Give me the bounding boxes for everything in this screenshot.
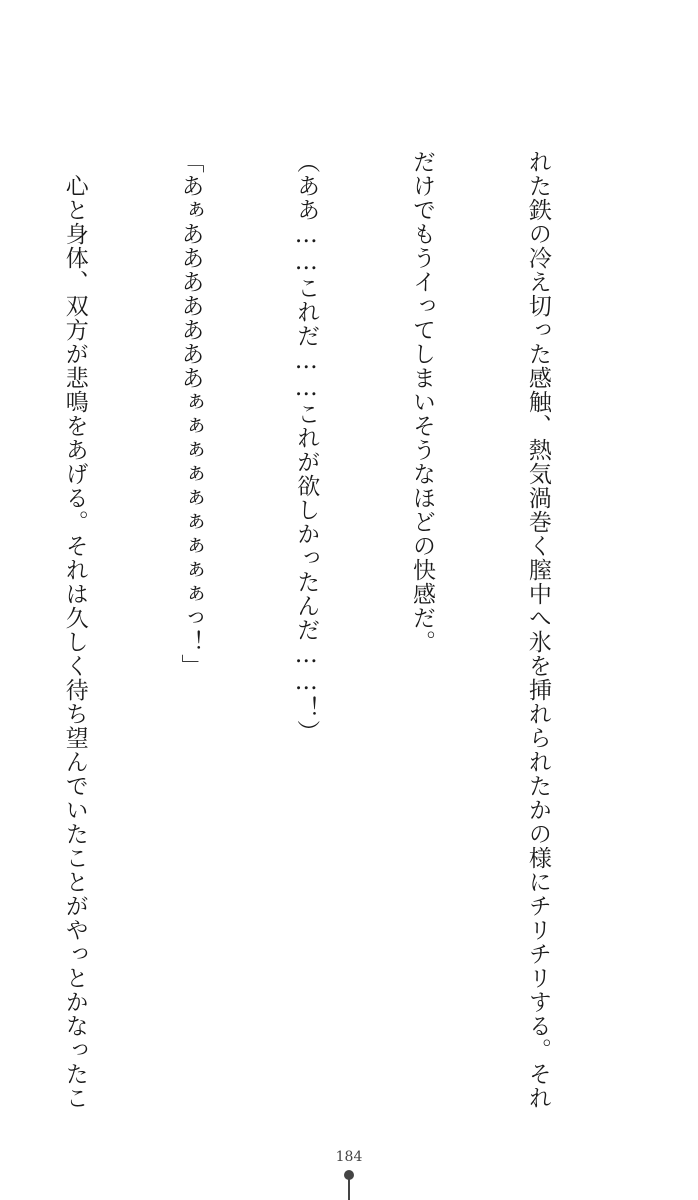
page-marker-stem [348, 1179, 350, 1200]
text-line: 「あぁあああああああぁぁぁぁぁぁぁぁぁっ！」 [177, 150, 204, 678]
text-line: だけでもうイってしまいそうなほどの快感だ。 [409, 150, 436, 654]
text-line: （ああ……これだ……これが欲しかったんだ……！） [293, 150, 320, 744]
novel-text [54, 150, 634, 1110]
text-line: 心と身体、双方が悲鳴をあげる。それは久しく待ち望んでいたことがやっとかなったこ [61, 150, 88, 1110]
page-marker-icon [343, 1170, 355, 1200]
page-number: 184 [335, 1149, 363, 1165]
text-line: れた鉄の冷え切った感触、熱気渦巻く膣中へ氷を挿れられたかの様にチリチリする。それ [524, 150, 551, 1110]
